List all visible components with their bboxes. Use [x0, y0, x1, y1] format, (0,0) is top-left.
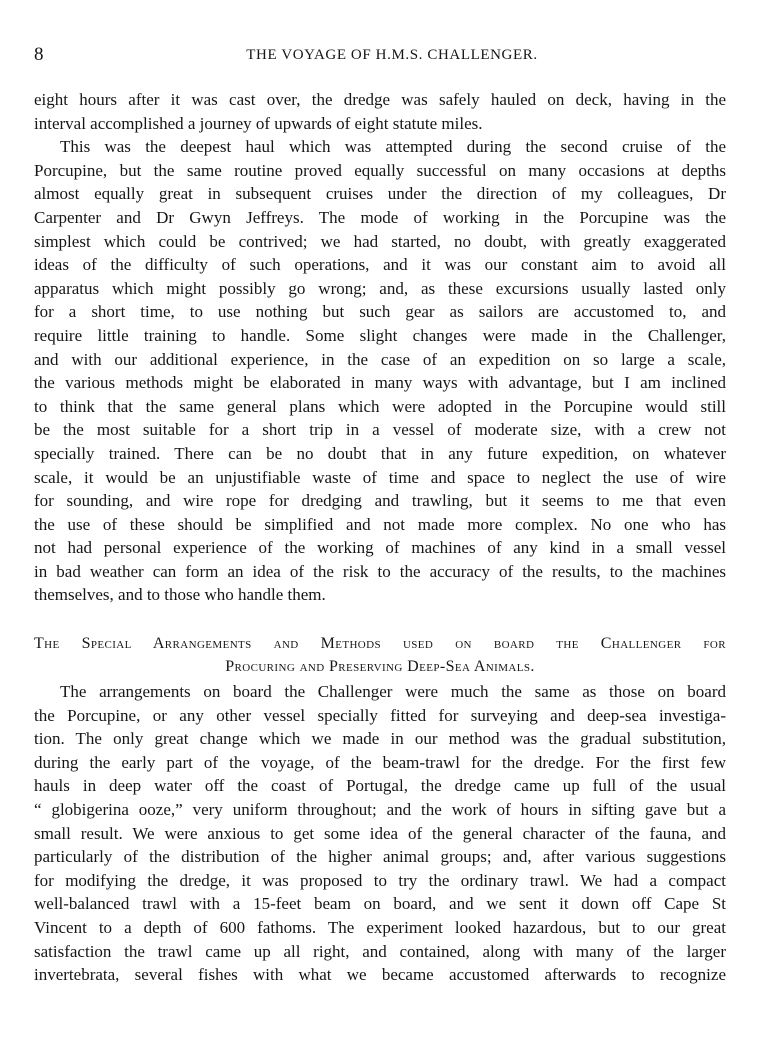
text-line: scale, it would be an unjustifiable waste of time and space to neglect the use of wire	[34, 467, 726, 487]
text-line: the Porcupine, or any other vessel specially fitted for surveying and deep-sea investiga-	[34, 705, 726, 725]
text-line: small result. We were anxious to get some idea of the general character of the fauna, and	[34, 823, 726, 843]
text-line: almost equally great in subsequent cruises under the direction of my colleagues, Dr	[34, 184, 726, 204]
text-line: ideas of the difficulty of such operations, and it was our constant aim to avoid all	[34, 255, 726, 275]
text-line: satisfaction the trawl came up all right, and contained, along with many of the larger	[34, 941, 726, 961]
text-line: not had personal experience of the working of machines of any kind in a small vessel	[34, 538, 726, 558]
text-line: to think that the same general plans which were adopted in the Porcupine would still	[34, 396, 726, 416]
text-line: Carpenter and Dr Gwyn Jeffreys. The mode of working in the Porcupine was the	[34, 207, 726, 227]
text-line: tion. The only great change which we made in our method was the gradual substitution,	[34, 729, 726, 749]
body-text-upper	[34, 88, 726, 607]
text-line: eight hours after it was cast over, the dredge was safely hauled on deck, having in the	[34, 90, 726, 109]
section-heading-line: Procuring and Preserving Deep-Sea Animals.	[225, 658, 535, 675]
text-line: for sounding, and wire rope for dredging and trawling, but it seems to me that even	[34, 491, 726, 511]
text-line: particularly of the distribution of the higher animal groups; and, after various suggestions	[34, 847, 726, 867]
section-heading-line: The Special Arrangements and Methods used on board the Challenger for	[34, 635, 726, 652]
text-line: Vincent to a depth of 600 fathoms. The experiment looked hazardous, but to our great	[34, 917, 726, 937]
section-heading	[34, 632, 726, 678]
text-line: themselves, and to those who handle them.	[34, 585, 326, 605]
paragraph	[34, 680, 726, 987]
paragraph	[34, 135, 726, 607]
running-head	[34, 44, 726, 66]
text-line: specially trained. There can be no doubt that in any future expedition, on whatever	[34, 443, 726, 463]
text-line: “ globigerina ooze,” very uniform throughout; and the work of hours in sifting gave but a	[34, 799, 726, 819]
text-line: simplest which could be contrived; we had started, no doubt, with greatly exaggerated	[34, 231, 726, 251]
text-line: hauls in deep water off the coast of Portugal, the dredge came up full of the usual	[34, 776, 726, 796]
body-text-lower	[34, 680, 726, 987]
text-line: in bad weather can form an idea of the risk to the accuracy of the results, to the machines	[34, 561, 726, 581]
text-line: invertebrata, several fishes with what we became accustomed afterwards to recognize	[34, 965, 726, 985]
running-title: THE VOYAGE OF H.M.S. CHALLENGER.	[246, 47, 538, 63]
text-line: the use of these should be simplified and not made more complex. No one who has	[34, 514, 726, 534]
text-line: well-balanced trawl with a 15-feet beam on board, and we sent it down off Cape St	[34, 894, 726, 914]
paragraph	[34, 88, 726, 135]
text-line: be the most suitable for a short trip in a vessel of moderate size, with a crew not	[34, 420, 726, 440]
text-line: require little training to handle. Some slight changes were made in the Challenger,	[34, 325, 726, 345]
text-line: the various methods might be elaborated in many ways with advantage, but I am inclined	[34, 373, 726, 393]
text-line: apparatus which might possibly go wrong; and, as these excursions usually lasted only	[34, 278, 726, 298]
text-line: Porcupine, but the same routine proved equally successful on many occasions at depths	[34, 160, 726, 180]
text-line: and with our additional experience, in the case of an expedition on so large a scale,	[34, 349, 726, 369]
page-number: 8	[34, 44, 44, 65]
text-line: The arrangements on board the Challenger were much the same as those on board	[60, 682, 726, 701]
text-line: This was the deepest haul which was attempted during the second cruise of the	[60, 137, 726, 157]
text-line: during the early part of the voyage, of the beam-trawl for the dredge. For the first few	[34, 752, 726, 772]
text-line: for modifying the dredge, it was proposed to try the ordinary trawl. We had a compact	[34, 870, 726, 890]
text-line: for a short time, to use nothing but such gear as sailors are accustomed to, and	[34, 302, 726, 322]
text-line: interval accomplished a journey of upwards of eight statute miles.	[34, 113, 483, 133]
